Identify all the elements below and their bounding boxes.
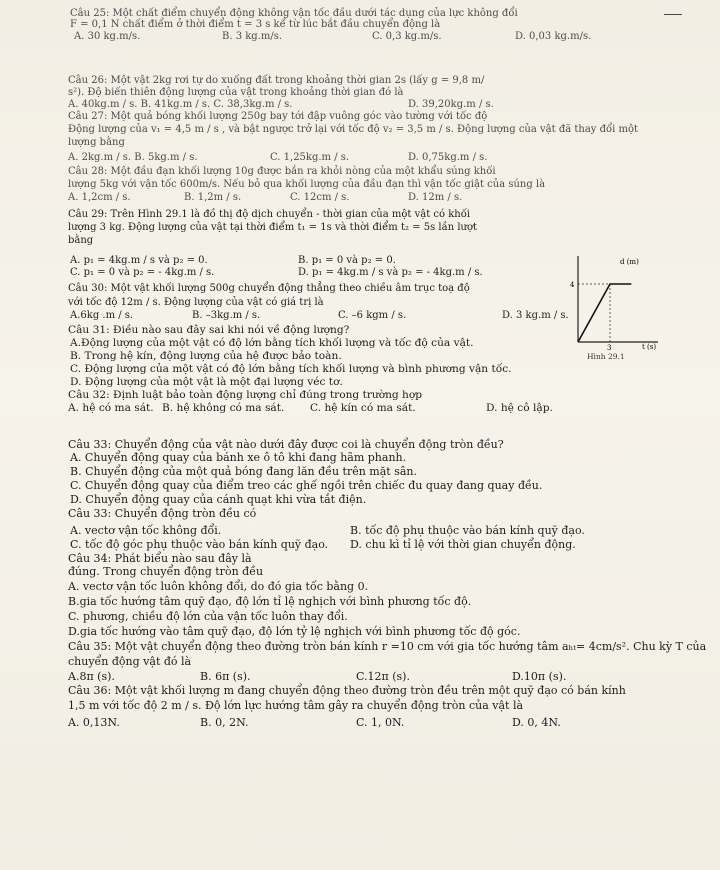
q35-option-b[interactable]: B. 6π (s). (200, 670, 251, 683)
q30-option-c[interactable]: C. –6 kgm / s. (338, 310, 407, 321)
q25-option-d[interactable]: D. 0,03 kg.m/s. (515, 31, 592, 42)
q33b-option-c[interactable]: C. tốc độ góc phụ thuộc vào bán kính quỹ đạo. (70, 538, 329, 551)
q32-option-a[interactable]: A. hệ có ma sát. (68, 402, 154, 414)
q28-option-b[interactable]: B. 1,2m / s. (184, 192, 242, 203)
q27-line2: Động lượng của v₁ = 4,5 m / s , và bật ngược trở lại với tốc độ v₂ = 3,5 m / s. Động lượng của vật đã thay đổi một (68, 124, 639, 135)
q36-option-c[interactable]: C. 1, 0N. (356, 716, 405, 729)
q27-option-d[interactable]: D. 0,75kg.m / s. (408, 152, 488, 163)
q33a-option-b[interactable]: B. Chuyển động của một quả bóng đang lăn đều trên mặt sân. (70, 465, 417, 478)
q33b-line1: Câu 33: Chuyển động tròn đều có (68, 507, 257, 520)
q27-line3: lượng bằng (68, 137, 125, 148)
q28-option-a[interactable]: A. 1,2cm / s. (68, 192, 131, 203)
q30-option-d[interactable]: D. 3 kg.m / s. (502, 310, 569, 321)
corner-dash (664, 14, 682, 15)
q33b-option-d[interactable]: D. chu kì tỉ lệ với thời gian chuyển động. (350, 538, 576, 551)
q33a-option-d[interactable]: D. Chuyển động quay của cánh quạt khi vừa tắt điện. (70, 493, 367, 506)
q29-option-c[interactable]: C. p₁ = 0 và p₂ = - 4kg.m / s. (70, 267, 215, 278)
q25-option-c[interactable]: C. 0,3 kg.m/s. (372, 31, 442, 42)
q36-option-d[interactable]: D. 0, 4N. (512, 716, 561, 729)
q31-line1: Câu 31: Điều nào sau đây sai khi nói về động lượng? (68, 324, 350, 336)
q26-line2: s²). Độ biến thiên động lượng của vật trong khoảng thời gian đó là (68, 87, 404, 98)
x-tick-3: 3 (607, 344, 612, 350)
displacement-line (578, 284, 631, 342)
q28-line1: Câu 28: Một đầu đạn khối lượng 10g được bắn ra khỏi nòng của một khẩu súng khối (68, 166, 496, 177)
q31-option-a[interactable]: A.Động lượng của một vật có độ lớn bằng tích khối lượng và tốc độ của vật. (70, 337, 474, 349)
q29-option-b[interactable]: B. p₁ = 0 và p₂ = 0. (298, 255, 396, 266)
q33b-option-a[interactable]: A. vectơ vận tốc không đổi. (70, 524, 222, 537)
y-tick-4: 4 (570, 281, 575, 289)
q28-option-c[interactable]: C. 12cm / s. (290, 192, 350, 203)
q32-option-b[interactable]: B. hệ không có ma sát. (162, 402, 285, 414)
q26-line1: Câu 26: Một vật 2kg rơi tự do xuống đất trong khoảng thời gian 2s (lấy g = 9,8 m/ (68, 75, 485, 86)
q30-option-b[interactable]: B. –3kg.m / s. (192, 310, 261, 321)
q36-line1: Câu 36: Một vật khối lượng m đang chuyển động theo đường tròn đều trên một quỹ đạo có bán kính (68, 684, 626, 697)
q25-line1: Câu 25: Một chất điểm chuyển động không vận tốc đầu dưới tác dụng của lực không đổi (70, 8, 518, 19)
q31-option-c[interactable]: C. Động lượng của một vật có độ lớn bằng tích khối lượng và bình phương vận tốc. (70, 363, 512, 375)
q35-option-d[interactable]: D.10π (s). (512, 670, 567, 683)
q28-option-d[interactable]: D. 12m / s. (408, 192, 463, 203)
q36-line2: 1,5 m với tốc độ 2 m / s. Độ lớn lực hướng tâm gây ra chuyển động tròn của vật là (68, 699, 524, 712)
q31-option-d[interactable]: D. Động lượng của một vật là một đại lượng véc tơ. (70, 376, 343, 388)
q25-option-b[interactable]: B. 3 kg.m/s. (222, 31, 283, 42)
q25-option-a[interactable]: A. 30 kg.m/s. (74, 31, 141, 42)
q30-line1: Câu 30: Một vật khối lượng 500g chuyển động thẳng theo chiều âm trục toạ độ (68, 283, 470, 294)
q29-line1: Câu 29: Trên Hình 29.1 là đồ thị độ dịch chuyển - thời gian của một vật có khối (68, 209, 471, 220)
q28-line2: lượng 5kg với vận tốc 600m/s. Nếu bỏ qua khối lượng của đầu đạn thì vận tốc giật của súng là (68, 179, 546, 190)
q26-options-abc[interactable]: A. 40kg.m / s. B. 41kg.m / s. C. 38,3kg.m / s. (68, 99, 293, 110)
q34-line2: đúng. Trong chuyển động tròn đều (68, 565, 264, 578)
axis-label-t: t (s) (642, 343, 657, 350)
q25-line2: F = 0,1 N chất điểm ở thời điểm t = 3 s kể từ lúc bắt đầu chuyển động là (70, 19, 441, 30)
q33a-line1: Câu 33: Chuyển động của vật nào dưới đây được coi là chuyển động tròn đều? (68, 438, 504, 451)
figure-caption: Hình 29.1 (587, 352, 625, 361)
q29-graph (560, 254, 660, 350)
q35-option-c[interactable]: C.12π (s). (356, 670, 410, 683)
q29-option-d[interactable]: D. p₁ = 4kg.m / s và p₂ = - 4kg.m / s. (298, 267, 483, 278)
q30-line2: với tốc độ 12m / s. Động lượng của vật có giá trị là (68, 297, 324, 308)
q34-option-b[interactable]: B.gia tốc hướng tâm quỹ đạo, độ lớn tỉ lệ nghịch với bình phương tốc độ. (68, 595, 472, 608)
q27-options-ab[interactable]: A. 2kg.m / s. B. 5kg.m / s. (68, 152, 198, 163)
q35-option-a[interactable]: A.8π (s). (68, 670, 115, 683)
q31-option-b[interactable]: B. Trong hệ kín, động lượng của hệ được bảo toàn. (70, 350, 342, 362)
q35-line1: Câu 35: Một vật chuyển động theo đường tròn bán kính r =10 cm với gia tốc hướng tâm aₕₜ= 4cm/s². Chu kỳ T của (68, 640, 707, 653)
q34-option-a[interactable]: A. vectơ vận tốc luôn không đổi, do đó gia tốc bằng 0. (68, 580, 369, 593)
q27-option-c[interactable]: C. 1,25kg.m / s. (270, 152, 350, 163)
q26-option-d[interactable]: D. 39,20kg.m / s. (408, 99, 494, 110)
q34-option-d[interactable]: D.gia tốc hướng vào tâm quỹ đạo, độ lớn tỷ lệ nghịch với bình phương tốc độ góc. (68, 625, 521, 638)
q27-line1: Câu 27: Một quả bóng khối lượng 250g bay tới đập vuông góc vào tường với tốc độ (68, 111, 488, 122)
q34-option-c[interactable]: C. phương, chiều độ lớn của vận tốc luôn thay đổi. (68, 610, 348, 623)
q29-option-a[interactable]: A. p₁ = 4kg.m / s và p₂ = 0. (70, 255, 208, 266)
q32-option-d[interactable]: D. hệ cô lập. (486, 402, 553, 414)
axis-label-d: d (m) (620, 258, 639, 266)
q32-option-c[interactable]: C. hệ kín có ma sát. (310, 402, 416, 414)
q34-line1: Câu 34: Phát biểu nào sau đây là (68, 552, 252, 565)
q36-option-a[interactable]: A. 0,13N. (68, 716, 120, 729)
q36-option-b[interactable]: B. 0, 2N. (200, 716, 249, 729)
q35-line2: chuyển động vật đó là (68, 655, 192, 668)
q33b-option-b[interactable]: B. tốc độ phụ thuộc vào bán kính quỹ đạo. (350, 524, 585, 537)
q29-line3: bằng (68, 235, 94, 246)
q29-line2: lượng 3 kg. Động lượng của vật tại thời điểm t₁ = 1s và thời điểm t₂ = 5s lần lượt (68, 222, 478, 233)
q30-option-a[interactable]: A.6kg .m / s. (70, 310, 134, 321)
q33a-option-a[interactable]: A. Chuyển động quay của bánh xe ô tô khi đang hãm phanh. (70, 451, 407, 464)
q32-line1: Câu 32: Định luật bảo toàn động lượng chỉ đúng trong trường hợp (68, 389, 423, 401)
q33a-option-c[interactable]: C. Chuyển động quay của điểm treo các ghế ngồi trên chiếc đu quay đang quay đều. (70, 479, 543, 492)
